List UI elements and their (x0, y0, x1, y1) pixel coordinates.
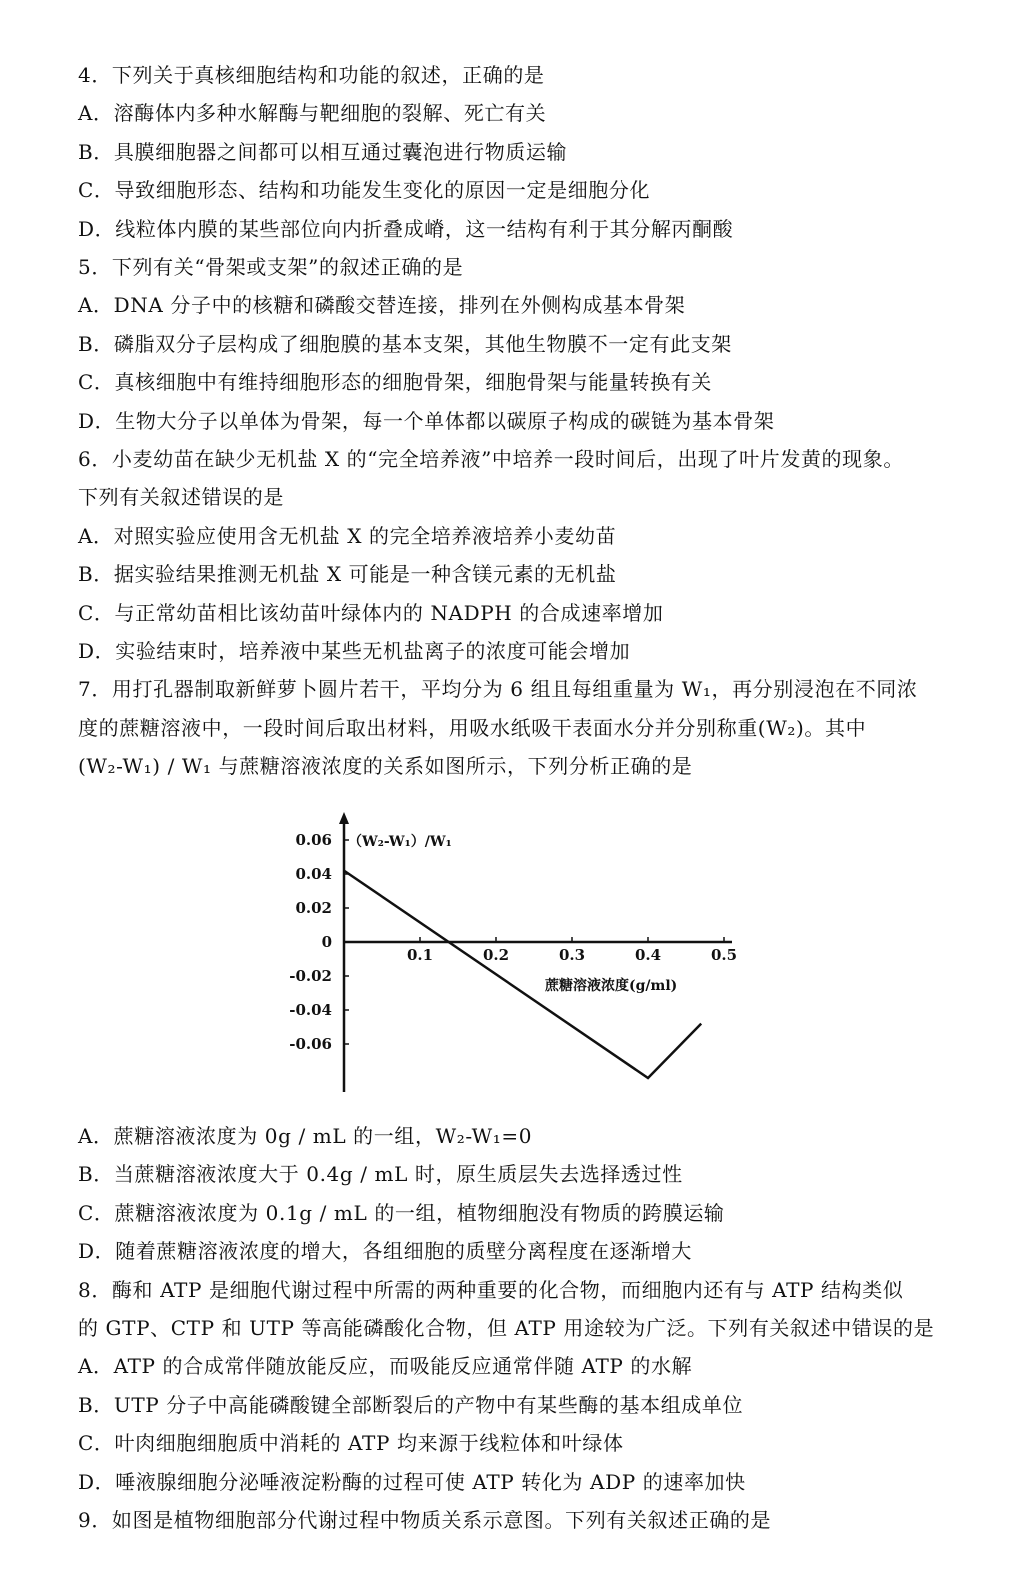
y-tick-label: 0.02 (295, 899, 332, 917)
x-tick-label: 0.5 (710, 946, 738, 964)
text-line: A．对照实验应使用含无机盐 X 的完全培养液培养小麦幼苗 (78, 523, 617, 548)
x-tick-label: 0.2 (482, 946, 510, 964)
text-line: 下列有关叙述错误的是 (78, 485, 284, 510)
text-line: A．ATP 的合成常伴随放能反应，而吸能反应通常伴随 ATP 的水解 (78, 1354, 693, 1379)
text-line: 4．下列关于真核细胞结构和功能的叙述，正确的是 (78, 63, 545, 87)
text-line: 6．小麦幼苗在缺少无机盐 X 的“完全培养液”中培养一段时间后，出现了叶片发黄的现象。 (78, 447, 904, 471)
x-tick-label: 0.1 (406, 946, 434, 964)
chart-axes (339, 812, 732, 1092)
y-tick-label: -0.04 (289, 1001, 332, 1019)
y-tick-labels (289, 831, 349, 1053)
chart (270, 800, 740, 1100)
x-tick-label: 0.3 (558, 946, 586, 964)
text-line: D．随着蔗糖溶液浓度的增大，各组细胞的质壁分离程度在逐渐增大 (78, 1239, 693, 1264)
text-line: 7．用打孔器制取新鲜萝卜圆片若干，平均分为 6 组且每组重量为 W₁，再分别浸泡在不同浓 (78, 677, 918, 702)
text-line: 的 GTP、CTP 和 UTP 等高能磷酸化合物，但 ATP 用途较为广泛。下列有关叙述中错误的是 (78, 1316, 935, 1340)
text-line: B．UTP 分子中高能磷酸键全部断裂后的产物中有某些酶的基本组成单位 (78, 1392, 744, 1417)
text-line: 5．下列有关“骨架或支架”的叙述正确的是 (78, 255, 464, 279)
x-axis-label: 蔗糖溶液浓度(g/ml) (545, 978, 678, 994)
text-line: B．据实验结果推测无机盐 X 可能是一种含镁元素的无机盐 (78, 562, 617, 587)
text-line: A．溶酶体内多种水解酶与靶细胞的裂解、死亡有关 (78, 101, 547, 126)
y-axis-arrow (339, 812, 349, 824)
y-tick-label: 0 (321, 933, 332, 951)
y-tick-label: 0.04 (295, 865, 332, 883)
text-line: B．当蔗糖溶液浓度大于 0.4g / mL 时，原生质层失去选择透过性 (78, 1162, 683, 1187)
x-tick-label: 0.4 (634, 946, 662, 964)
text-line: A．DNA 分子中的核糖和磷酸交替连接，排列在外侧构成基本骨架 (78, 293, 686, 318)
text-line: C．蔗糖溶液浓度为 0.1g / mL 的一组，植物细胞没有物质的跨膜运输 (78, 1200, 725, 1225)
series-line (344, 871, 701, 1078)
text-line: B．具膜细胞器之间都可以相互通过囊泡进行物质运输 (78, 139, 568, 164)
text-line: C．叶肉细胞细胞质中消耗的 ATP 均来源于线粒体和叶绿体 (78, 1431, 624, 1456)
text-line: D．唾液腺细胞分泌唾液淀粉酶的过程可使 ATP 转化为 ADP 的速率加快 (78, 1469, 746, 1494)
text-line: D．生物大分子以单体为骨架，每一个单体都以碳原子构成的碳链为基本骨架 (78, 408, 775, 433)
text-line: B．磷脂双分子层构成了细胞膜的基本支架，其他生物膜不一定有此支架 (78, 331, 732, 356)
text-line: A．蔗糖溶液浓度为 0g / mL 的一组，W₂-W₁=0 (78, 1124, 533, 1148)
series-lines (344, 871, 701, 1078)
y-tick-label: -0.02 (289, 967, 332, 985)
text-line: (W₂-W₁) / W₁ 与蔗糖溶液浓度的关系如图所示，下列分析正确的是 (78, 754, 693, 779)
text-line: C．与正常幼苗相比该幼苗叶绿体内的 NADPH 的合成速率增加 (78, 600, 664, 625)
y-tick-label: -0.06 (289, 1035, 332, 1053)
text-line: C．真核细胞中有维持细胞形态的细胞骨架，细胞骨架与能量转换有关 (78, 370, 712, 395)
y-tick-label: 0.06 (295, 831, 332, 849)
text-line: D．实验结束时，培养液中某些无机盐离子的浓度可能会增加 (78, 639, 631, 663)
text-line: D．线粒体内膜的某些部位向内折叠成嵴，这一结构有利于其分解丙酮酸 (78, 216, 734, 241)
text-line: 8．酶和 ATP 是细胞代谢过程中所需的两种重要的化合物，而细胞内还有与 ATP 结构类似 (78, 1277, 904, 1302)
y-axis-label: （W₂-W₁）/W₁ (348, 834, 452, 850)
text-line: 9．如图是植物细胞部分代谢过程中物质关系示意图。下列有关叙述正确的是 (78, 1508, 772, 1532)
text-line: 度的蔗糖溶液中，一段时间后取出材料，用吸水纸吸干表面水分并分别称重(W₂)。其中 (78, 715, 867, 740)
text-line: C．导致细胞形态、结构和功能发生变化的原因一定是细胞分化 (78, 178, 651, 203)
